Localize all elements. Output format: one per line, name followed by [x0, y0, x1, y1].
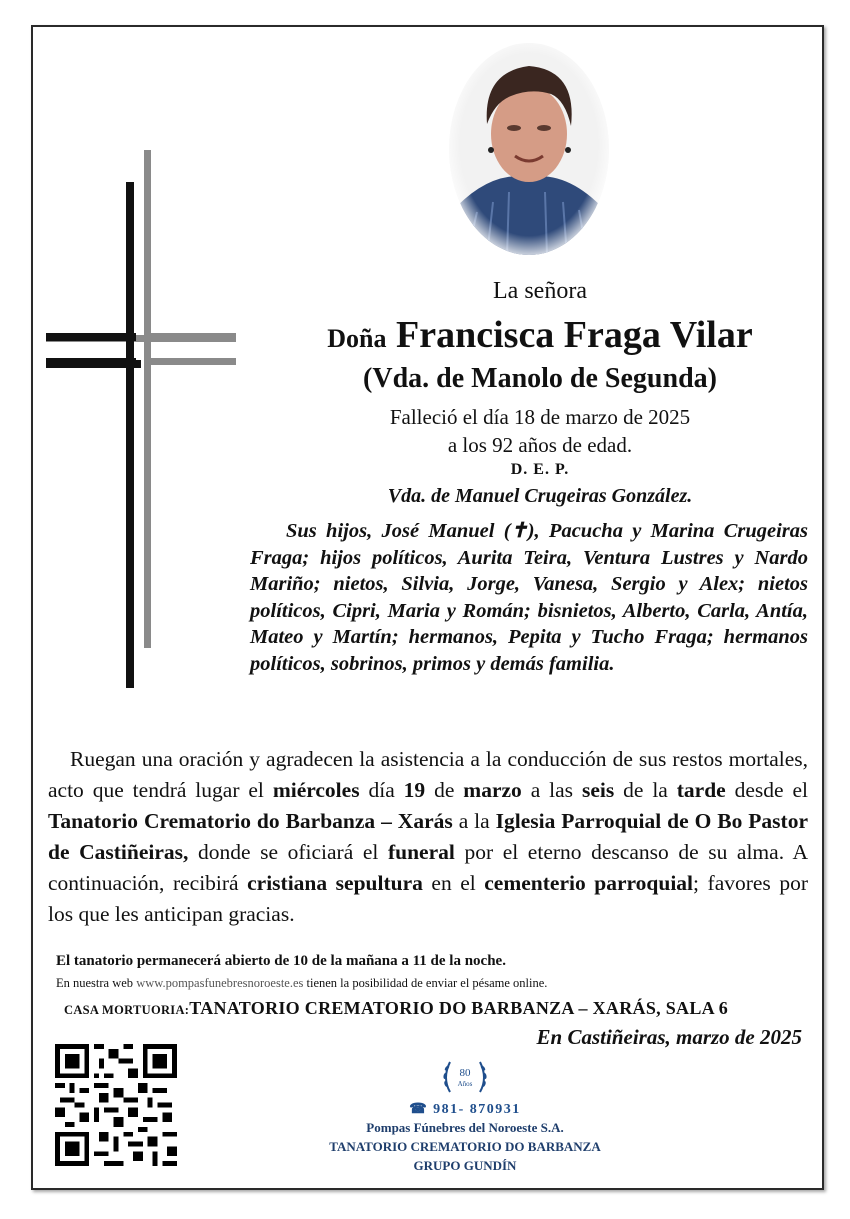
service-text: de	[425, 778, 464, 802]
age-line: a los 92 años de edad.	[447, 433, 633, 457]
service-hour: seis	[581, 778, 615, 802]
phone-number: 981- 870931	[433, 1102, 521, 1117]
deceased-photo	[447, 42, 611, 256]
place-date: En Castiñeiras, marzo de 2025	[536, 1025, 802, 1049]
widow-line: Vda. de Manuel Crugeiras González.	[387, 485, 693, 507]
service-rite: funeral	[387, 840, 455, 864]
qr-code[interactable]	[55, 1044, 177, 1166]
death-info	[260, 403, 820, 459]
funeral-home-label: CASA MORTUORIA:	[64, 1003, 190, 1017]
web-note-text: tienen la posibilidad de enviar el pésame online.	[303, 976, 548, 990]
service-period: tarde	[676, 778, 726, 802]
intro-text: La señora	[493, 278, 587, 304]
service-text: Ruegan una oración y agradecen la asistencia a la conducción de sus restos mortales, acto que tendrá lugar el	[48, 747, 808, 802]
honorific: Doña	[327, 324, 387, 353]
phone-icon: ☎	[409, 1102, 429, 1117]
funeral-home-line	[64, 998, 804, 1019]
death-date-line: Falleció el día 18 de marzo de 2025	[389, 405, 691, 429]
service-text: a las	[521, 778, 582, 802]
company-name: Pompas Fúnebres del Noroeste S.A.	[366, 1120, 564, 1135]
opening-hours: El tanatorio permanecerá abierto de 10 de la mañana a 11 de la noche.	[56, 953, 506, 969]
service-church: Iglesia Parroquial de O Bo Pastor de Castiñeiras,	[48, 809, 808, 864]
group-name: GRUPO GUNDÍN	[413, 1158, 517, 1173]
service-text: por el eterno descanso de su alma. A continuación, recibirá	[48, 840, 808, 895]
service-day-name: miércoles	[272, 778, 360, 802]
service-month: marzo	[463, 778, 522, 802]
service-text: a la	[452, 809, 496, 833]
web-note	[56, 976, 547, 991]
full-name: Francisca Fraga Vilar	[396, 314, 753, 356]
service-text: donde se oficiará el	[188, 840, 388, 864]
website-link[interactable]: www.pompasfunebresnoroeste.es	[136, 976, 304, 990]
deceased-name	[260, 313, 820, 357]
service-text: desde el	[725, 778, 808, 802]
rip-text: D. E. P.	[510, 461, 570, 478]
service-cemetery: cementerio parroquial	[484, 871, 694, 895]
badge-word: Años	[457, 1080, 473, 1088]
service-text: en el	[422, 871, 485, 895]
service-burial: cristiana sepultura	[247, 871, 423, 895]
service-text: día	[359, 778, 404, 802]
anniversary-badge-icon	[440, 1052, 490, 1102]
web-note-text: En nuestra web	[56, 976, 137, 990]
alias-line: (Vda. de Manolo de Segunda)	[363, 363, 717, 394]
phone-line[interactable]	[330, 1101, 600, 1118]
family-list: Sus hijos, José Manuel (✝), Pacucha y Marina Crugeiras Fraga; hijos políticos, Aurita Teira, Ventura Lustres y Nardo Mariño; nietos, Silvia, Jorge, Vanesa, Sergio y Alex; nietos políticos, Cipri, Maria y Román; bisnietos, Alberto, Carla, Antía, Mateo y Martín; hermanos, Pepita y Tucho Fraga; hermanos políticos, sobrinos, primos y demás familia.	[250, 520, 808, 675]
tanatorio-name: TANATORIO CREMATORIO DO BARBANZA	[329, 1139, 601, 1154]
badge-number: 80	[459, 1067, 471, 1079]
service-text: ; favores por los que les anticipan gracias.	[48, 871, 808, 926]
cross-arms-icon	[46, 150, 236, 690]
funeral-home-value: TANATORIO CREMATORIO DO BARBANZA – XARÁS, SALA 6	[189, 998, 729, 1018]
service-origin: Tanatorio Crematorio do Barbanza – Xarás	[48, 809, 453, 833]
service-paragraph	[48, 744, 808, 930]
service-text: de la	[614, 778, 677, 802]
service-day-number: 19	[403, 778, 426, 802]
